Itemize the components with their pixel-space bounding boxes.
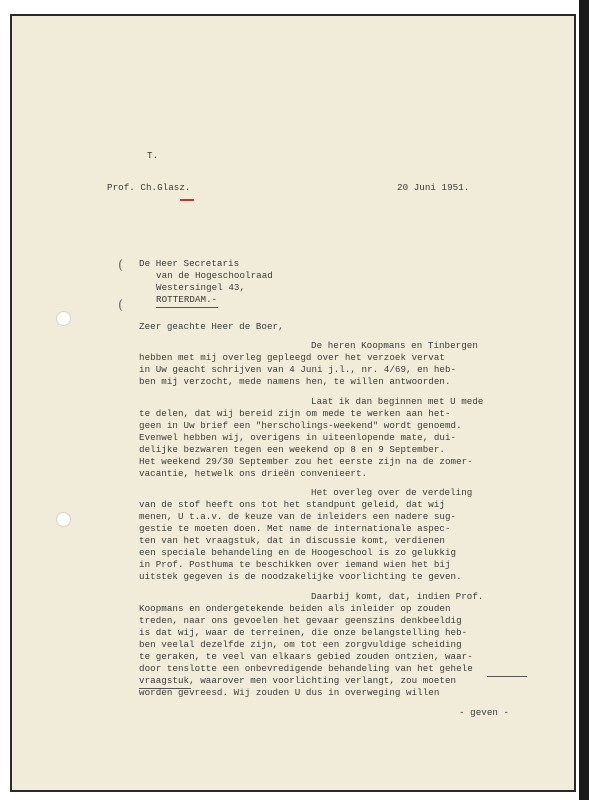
body-line: Daarbij komt, dat, indien Prof. (311, 591, 484, 602)
body-line: gestie te moeten doen. Met name de internationale aspec- (139, 523, 451, 534)
body-line: treden, naar ons gevoelen het gevaar geenszins denkbeeldig (139, 615, 462, 626)
body-line: geen in Uw brief een "herscholings-weekend" wordt genoemd. (139, 420, 462, 431)
scan-edge-bar (579, 0, 589, 800)
body-line: vraagstuk, waarover men voorlichting verlangt, zou moeten (139, 675, 457, 686)
address-line: van de Hogeschoolraad (156, 270, 273, 281)
red-underline-mark (180, 199, 194, 201)
pencil-underline-gehele (487, 676, 527, 677)
address-city: ROTTERDAM.- (156, 294, 218, 305)
body-line: Het weekend 29/30 September zou het eerste zijn na de zomer- (139, 456, 473, 467)
pencil-underline-city (156, 307, 218, 308)
body-line: Evenwel hebben wij, overigens in uiteenlopende mate, dui- (139, 432, 457, 443)
body-line: door tenslotte een onbevredigende behandeling van het gehele (139, 663, 473, 674)
body-line: uitstek gegeven is de noodzakelijke voorlichting te geven. (139, 571, 462, 582)
pencil-bracket-mark: ( (118, 258, 124, 273)
letter-page (10, 14, 576, 792)
body-line: menen, U t.a.v. de keuze van de inleiders een nadere sug- (139, 511, 457, 522)
body-line: Laat ik dan beginnen met U mede (311, 396, 484, 407)
letter-date: 20 Juni 1951. (397, 182, 470, 193)
body-line: worden gevreesd. Wij zouden U dus in overweging willen (139, 687, 440, 698)
body-line: ben mij verzocht, mede namens hen, te willen antwoorden. (139, 376, 451, 387)
body-line: hebben met mij overleg gepleegd over het verzoek vervat (139, 352, 445, 363)
body-line: een speciale behandeling en de Hoogeschool is zo gelukkig (139, 547, 457, 558)
pencil-bracket-mark-lower: ( (118, 298, 124, 313)
body-line: te geraken, te veel van elkaars gebied zouden ontzien, waar- (139, 651, 473, 662)
reference-initial: T. (147, 150, 159, 161)
sender-line: Prof. Ch.Glasz. (107, 182, 191, 193)
salutation: Zeer geachte Heer de Boer, (139, 321, 284, 332)
body-line: in Prof. Posthuma te beschikken over iemand wien het bij (139, 559, 451, 570)
body-line: Het overleg over de verdeling (311, 487, 473, 498)
body-line: vacantie, hetwelk ons drieën convenieert. (139, 468, 368, 479)
body-line: te delen, dat wij bereid zijn om mede te werken aan het- (139, 408, 451, 419)
continuation-word: - geven - (459, 707, 510, 718)
body-line: van de stof heeft ons tot het standpunt geleid, dat wij (139, 499, 445, 510)
body-line: Koopmans en ondergetekende beiden als inleider op zouden (139, 603, 451, 614)
body-line: delijke bezwaren tegen een weekend op 8 en 9 September. (139, 444, 445, 455)
punch-hole-top (56, 311, 71, 326)
address-line: Westersingel 43, (156, 282, 246, 293)
body-line: is dat wij, waar de terreinen, die onze belangstelling heb- (139, 627, 468, 638)
body-line: ten van het vraagstuk, dat in discussie komt, verdienen (139, 535, 445, 546)
body-line: in Uw geacht schrijven van 4 Juni j.l., nr. 4/69, en heb- (139, 364, 457, 375)
address-line: De Heer Secretaris (139, 258, 240, 269)
body-line: ben veelal dezelfde zijn, om tot een zorgvuldige scheiding (139, 639, 462, 650)
punch-hole-bottom (56, 512, 71, 527)
body-line: De heren Koopmans en Tinbergen (311, 340, 478, 351)
